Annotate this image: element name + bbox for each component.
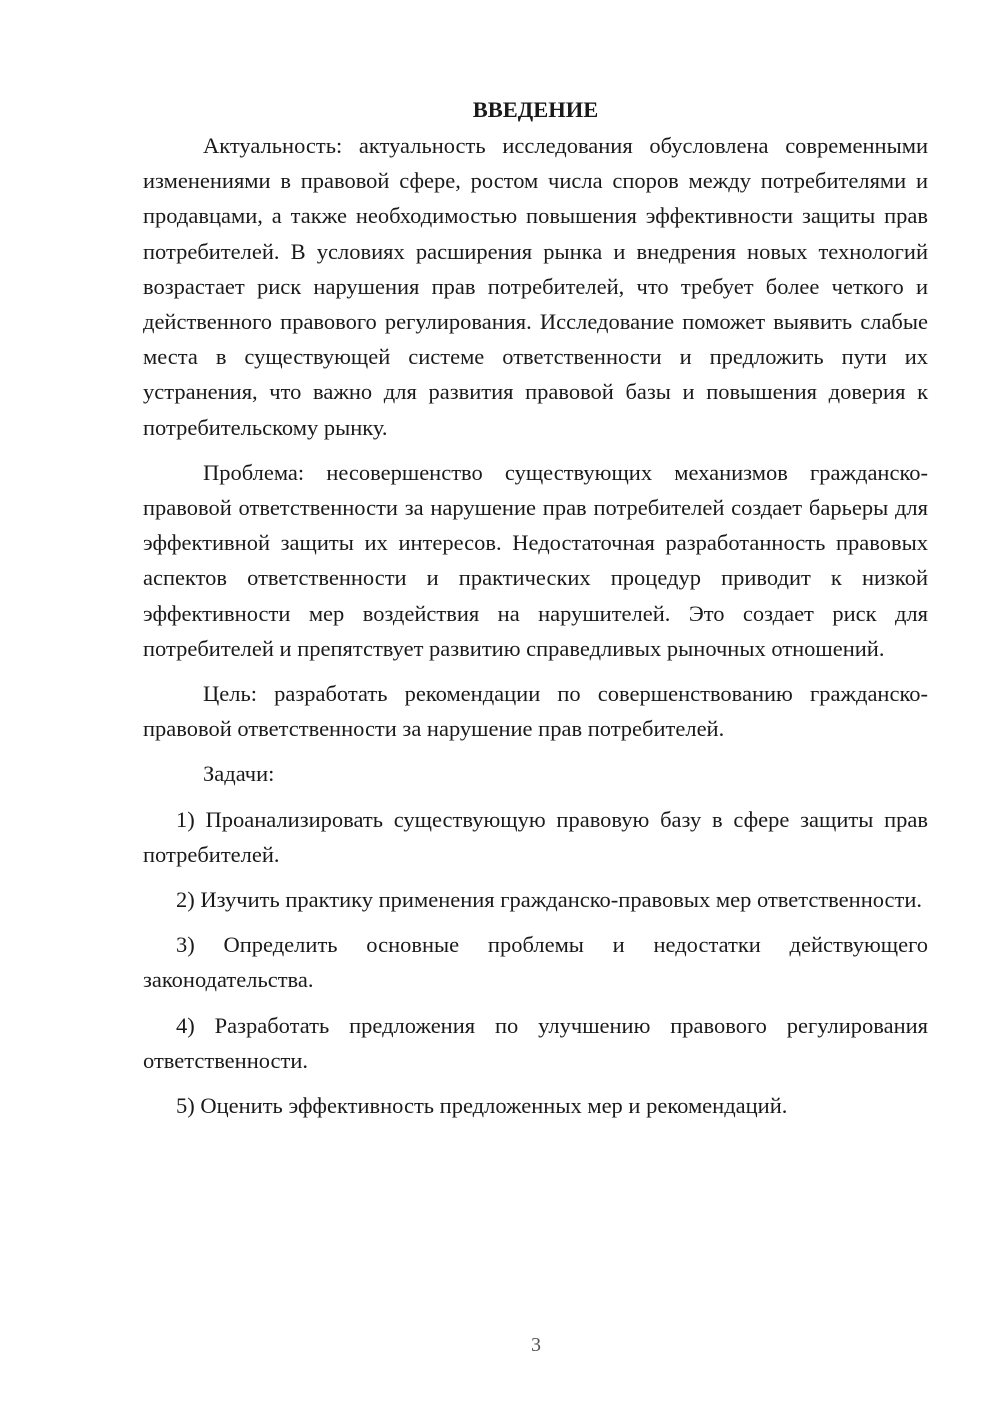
task-item: 2) Изучить практику применения гражданско-правовых мер ответственности. [176,887,923,913]
task-item: 4) Разработать предложения по улучшению правового регулирования ответственности. [143,1012,928,1073]
task-item: 1) Проанализировать существующую правовую базу в сфере защиты прав потребителей. [143,806,928,867]
page-number: 3 [531,1334,541,1356]
paragraph-relevance: Актуальность: актуальность исследования обусловлена современными изменениями в правовой сфере, ростом числа споров между потребителями и продавцами, а также необходимостью повышения эффективности защиты прав потребителей. В условиях расширения рынка и внедрения новых технологий возрастает риск нарушения прав потребителей, что требует более четкого и действенного правового регулирования. Исследование поможет выявить слабые места в существующей системе ответственности и предложить пути их устранения, что важно для развития правовой базы и повышения доверия к потребительскому рынку. [143,133,928,440]
task-list [143,802,928,1124]
paragraph-goal: Цель: разработать рекомендации по совершенствованию гражданско-правовой ответственности за нарушение прав потребителей. [143,681,928,742]
task-item: 3) Определить основные проблемы и недостатки действующего законодательства. [143,932,928,993]
tasks-label: Задачи: [203,761,275,787]
section-title: ВВЕДЕНИЕ [472,97,599,122]
task-item: 5) Оценить эффективность предложенных мер и рекомендаций. [176,1093,788,1119]
paragraph-problem: Проблема: несовершенство существующих механизмов гражданско-правовой ответственности за нарушение прав потребителей создает барьеры для эффективной защиты их интересов. Недостаточная разработанность правовых аспектов ответственности и практических процедур приводит к низкой эффективности мер воздействия на нарушителей. Это создает риск для потребителей и препятствует развитию справедливых рыночных отношений. [143,459,928,661]
page-content [143,92,928,1133]
